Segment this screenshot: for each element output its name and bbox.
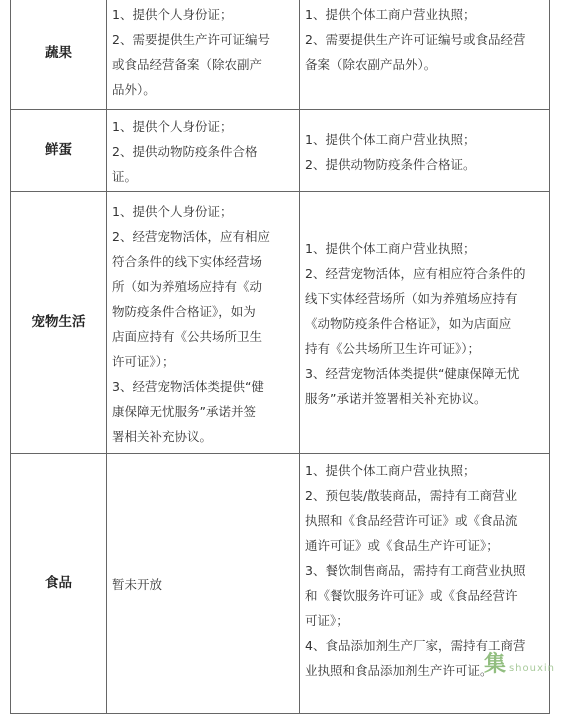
requirement-line: 1、提供个人身份证；	[112, 119, 233, 134]
requirement-line: 2、预包装/散装商品，需持有工商营业	[305, 488, 518, 503]
table-row	[11, 454, 550, 714]
requirement-line: 和《餐饮服务许可证》或《食品经营许	[305, 588, 518, 603]
business-requirements-cell	[300, 110, 550, 192]
requirement-line: 1、提供个体工商户营业执照；	[305, 7, 476, 22]
requirement-line: 2、提供动物防疫条件合格	[112, 144, 258, 159]
requirement-line: 3、经营宠物活体类提供“健	[112, 378, 264, 394]
requirement-line: 2、经营宠物活体，应有相应	[112, 228, 270, 244]
watermark-text: shouxin	[508, 663, 555, 674]
requirement-line: 康保障无忧服务”承诺并签	[112, 403, 256, 419]
requirement-line: 3、餐饮制售商品，需持有工商营业执照	[305, 563, 526, 578]
table-row	[11, 0, 550, 110]
table-row	[11, 110, 550, 192]
requirement-line: 2、经营宠物活体，应有相应符合条件的	[305, 266, 526, 281]
requirement-line: 许可证》）；	[112, 353, 175, 369]
requirement-line: 可证》；	[305, 613, 349, 628]
business-requirements-cell	[300, 0, 550, 110]
requirement-line: 1、提供个人身份证；	[112, 7, 233, 22]
requirement-line: 暂未开放	[112, 577, 163, 592]
requirement-line: 执照和《食品经营许可证》或《食品流	[305, 513, 518, 528]
requirement-line: 1、提供个体工商户营业执照；	[305, 241, 476, 256]
requirement-line: 或食品经营备案（除农副产	[112, 57, 263, 72]
requirement-line: 通许可证》或《食品生产许可证》；	[305, 538, 499, 553]
category-cell: 鲜蛋	[11, 110, 107, 192]
personal-requirements-cell	[107, 454, 300, 714]
requirement-line: 物防疫条件合格证》，如为	[112, 303, 256, 319]
watermark-glyph: 集	[483, 652, 507, 677]
requirement-line: 《动物防疫条件合格证》，如为店面应	[305, 316, 512, 331]
category-cell: 食品	[11, 454, 107, 714]
requirement-line: 服务”承诺并签署相关补充协议。	[305, 391, 487, 406]
requirement-line: 2、需要提供生产许可证编号或食品经营	[305, 32, 526, 47]
requirement-line: 2、提供动物防疫条件合格证。	[305, 156, 476, 172]
requirement-line: 备案（除农副产品外）。	[305, 57, 437, 72]
requirement-line: 1、提供个体工商户营业执照；	[305, 463, 476, 478]
requirements-table	[10, 0, 550, 714]
requirement-line: 2、需要提供生产许可证编号	[112, 32, 270, 47]
category-cell: 蔬果	[11, 0, 107, 110]
requirement-line: 3、经营宠物活体类提供“健康保障无忧	[305, 366, 520, 381]
requirement-line: 证。	[112, 169, 138, 184]
category-cell: 宠物生活	[11, 192, 107, 454]
requirement-line: 店面应持有《公共场所卫生	[112, 328, 263, 344]
personal-requirements-cell	[107, 0, 300, 110]
requirements-table-body	[11, 0, 550, 714]
watermark-logo	[484, 647, 555, 678]
personal-requirements-cell	[107, 110, 300, 192]
requirement-line: 1、提供个体工商户营业执照；	[305, 131, 476, 147]
requirement-line: 品外）。	[112, 82, 156, 97]
requirement-line: 1、提供个人身份证；	[112, 203, 233, 219]
personal-requirements-cell	[107, 192, 300, 454]
table-row	[11, 192, 550, 454]
requirement-line: 业执照和食品添加剂生产许可证。	[305, 663, 493, 678]
requirement-line: 符合条件的线下实体经营场	[112, 253, 263, 269]
requirement-line: 线下实体经营场所（如为养殖场应持有	[305, 291, 518, 306]
business-requirements-cell	[300, 192, 550, 454]
requirement-line: 署相关补充协议。	[112, 428, 213, 444]
requirement-line: 所（如为养殖场应持有《动	[112, 278, 263, 294]
requirement-line: 持有《公共场所卫生许可证》）；	[305, 341, 481, 356]
requirement-line: 4、食品添加剂生产厂家，需持有工商营	[305, 638, 526, 653]
